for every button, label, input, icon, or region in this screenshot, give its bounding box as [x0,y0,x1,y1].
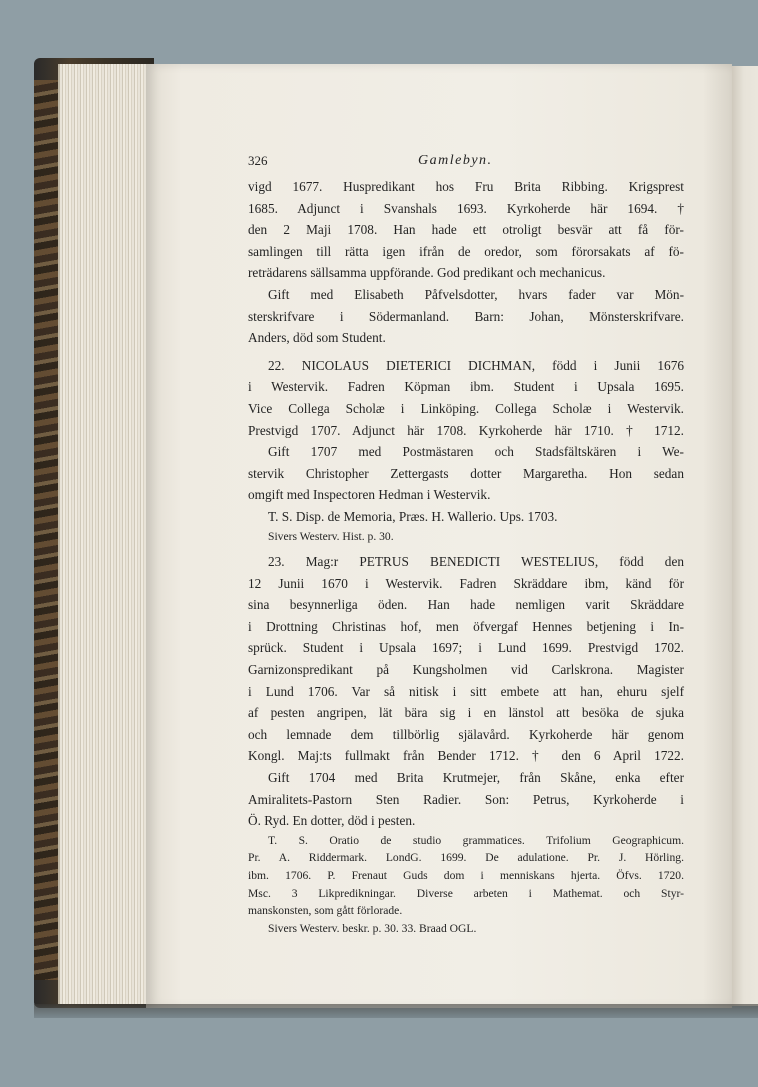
text-line: Gift 1707 med Postmästaren och Stadsfältskären i We- [268,444,684,460]
text-line: Kongl. Maj:ts fullmakt från Bender 1712. † den 6 April 1722. [248,748,684,764]
text-line: Gift 1704 med Brita Krutmejer, från Skåne, enka efter [268,770,684,786]
text-line: vigd 1677. Huspredikant hos Fru Brita Ribbing. Krigsprest [248,179,684,194]
page-edges [58,64,156,1004]
text-line: Gift med Elisabeth Påfvelsdotter, hvars fader var Mön- [268,286,684,302]
text-line: Msc. 3 Likpredikningar. Diverse arbeten i Mathemat. och Styr- [248,886,684,900]
text-line: Ö. Ryd. En dotter, död i pesten. [248,813,416,829]
text-line: sprück. Student i Upsala 1697; i Lund 1699. Prestvigd 1702. [248,640,684,656]
text-line: sterskrifvare i Södermanland. Barn: Johan, Mönsterskrifvare. [248,308,684,324]
text-line: omgift med Inspectoren Hedman i Westervik. [248,487,491,503]
page-text [248,150,684,937]
text-line: 22. NICOLAUS DIETERICI DICHMAN, född i Junii 1676 [268,357,684,373]
text-line: ibm. 1706. P. Frenaut Guds dom i menniskans hjerta. Öfvs. 1720. [248,869,684,882]
text-line: 1685. Adjunct i Svanshals 1693. Kyrkoherde här 1694. † [248,200,684,216]
next-page-edge [732,66,758,1006]
text-line: Prestvigd 1707. Adjunct här 1708. Kyrkoherde här 1710. † 1712. [248,422,684,438]
text-line: i Lund 1706. Var så nitisk i sitt embete att han, ehuru sjelf [248,683,684,699]
text-line: i Drottning Christinas hof, men öfvergaf Hennes betjening i In- [248,618,684,634]
text-line: Sivers Westerv. Hist. p. 30. [268,529,394,543]
text-line: stervik Christopher Zettergasts dotter Margaretha. Hon sedan [248,465,684,481]
page-number: 326 [248,153,268,168]
text-line: i Westervik. Fadren Köpman ibm. Student i Upsala 1695. [248,379,684,395]
text-line: Garnizonspredikant på Kungsholmen vid Carlskrona. Magister [248,662,684,678]
text-line: och lemnade dem tillbörlig själavård. Kyrkoherde här genom [248,726,684,742]
text-line: reträdarens sällsamma uppförande. God predikant och mechanicus. [248,265,606,281]
text-line: Anders, död som Student. [248,330,386,346]
text-line: den 2 Maji 1708. Han hade ett otroligt besvär att få för- [248,222,684,238]
text-line: sina besynnerliga öden. Han hade nemligen varit Skräddare [248,597,684,613]
body-text [248,176,684,937]
page-header [248,150,684,176]
text-line: manskonsten, som gått förlorade. [248,904,403,918]
text-line: af pesten angripen, lät bära sig i en länstol att besöka de sjuka [248,705,684,721]
text-line: Amiralitets-Pastorn Sten Radier. Son: Petrus, Kyrkoherde i [248,791,684,807]
text-line: Sivers Westerv. beskr. p. 30. 33. Braad OGL. [268,921,477,935]
book-shadow [34,1004,758,1018]
text-line: T. S. Oratio de studio grammatices. Trifolium Geographicum. [268,833,684,847]
text-line: samlingen till rätta igen ifrån de oredor, som förorsakats af fö- [248,243,684,259]
text-line: 23. Mag:r PETRUS BENEDICTI WESTELIUS, född den [268,554,684,570]
text-line: Pr. A. Riddermark. LondG. 1699. De adulatione. Pr. J. Hörling. [248,851,684,865]
text-line: Vice Collega Scholæ i Linköping. Collega Scholæ i Westervik. [248,400,684,416]
running-head: Gamlebyn. [418,153,493,168]
text-line: 12 Junii 1670 i Westervik. Fadren Skräddare ibm, känd för [248,575,684,591]
text-line: T. S. Disp. de Memoria, Præs. H. Wallerio. Ups. 1703. [268,508,558,524]
